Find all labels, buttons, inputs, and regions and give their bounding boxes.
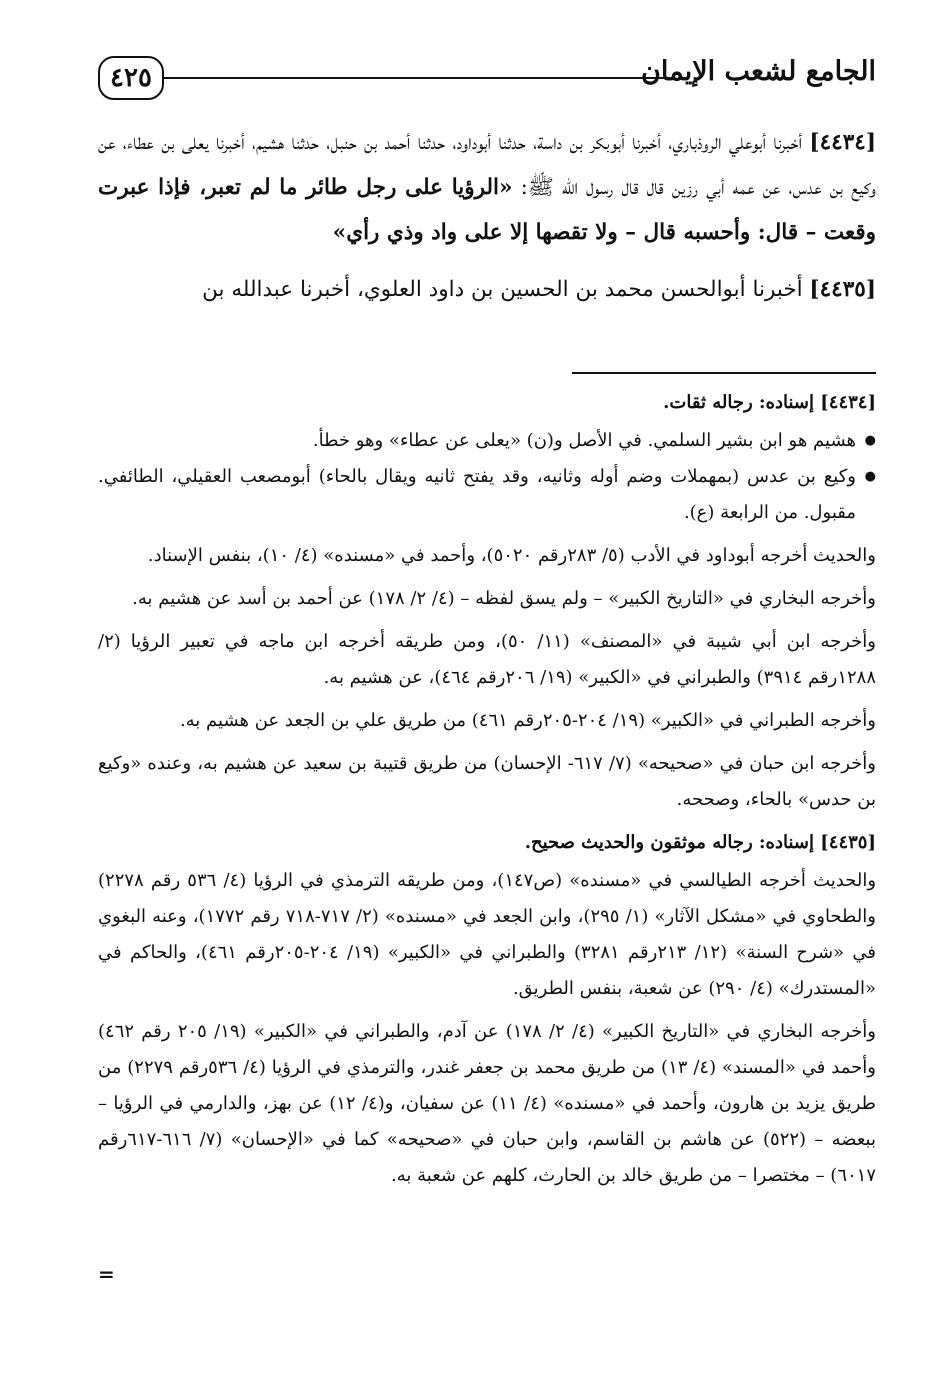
main-text [98, 120, 876, 324]
footnote-bullet: ● هشيم هو ابن بشير السلمي. في الأصل و(ن) «يعلى عن عطاء» وهو خطأ. [98, 423, 856, 459]
footnote-bullets [98, 423, 876, 531]
continuation-mark: = [98, 1262, 115, 1286]
footnote-heading: [٤٤٣٥] إسناده: رجاله موثقون والحديث صحيح. [524, 832, 876, 853]
hadith-number: [٤٤٣٥] [809, 277, 876, 302]
header-rule [164, 77, 666, 79]
page-number: ٤٢٥ [98, 56, 164, 100]
footnote-paragraph: وأخرجه الطبراني في «الكبير» (١٩/ ٢٠٤-٢٠٥رقم ٤٦١) من طريق علي بن الجعد عن هشيم به. [179, 710, 876, 731]
footnote-heading: [٤٤٣٤] إسناده: رجاله ثقات. [663, 392, 876, 413]
hadith-number: [٤٤٣٤] [809, 130, 876, 155]
footnote-separator [572, 372, 876, 374]
footnote-paragraph: وأخرجه البخاري في «التاريخ الكبير» (٤/ ٢/ ١٧٨) عن آدم، والطبراني في «الكبير» (١٩/ ٢٠٥ رقم ٤٦٢) وأحمد في «المسند» (٤/ ١٣) من طريق محمد بن جعفر غندر، والترمذي في الرؤيا (٤/ ٥٣٦رقم ٢٢٧٩) من طريق يزيد بن هارون، وأحمد في «مسنده» (٤/ ١١) عن سفيان، و(٤/ ١٢) عن بهز، والدارمي في الرؤيا – ببعضه – (٥٢٢) عن هاشم بن القاسم، وابن حبان في «صحيحه» كما في «الإحسان» (٧/ ٦١٦-٦١٧رقم ٦٠١٧) – مختصرا – من طريق خالد بن الحارث، كلهم عن شعبة به. [98, 1021, 876, 1186]
page-header [98, 56, 876, 102]
hadith-4435 [98, 267, 876, 312]
footnote-paragraph: وأخرجه البخاري في «التاريخ الكبير» – ولم يسق لفظه – (٤/ ٢/ ١٧٨) عن أحمد بن أسد عن هشيم به. [132, 588, 876, 609]
footnote-paragraph: وأخرجه ابن حبان في «صحيحه» (٧/ ٦١٧- الإحسان) من طريق قتيبة بن سعيد عن هشيم به، وعنده «وكيع بن حدس» بالحاء، وصححه. [98, 753, 876, 810]
footnote-bullet: ● وكيع بن عدس (بمهملات وضم أوله وثانيه، وقد يفتح ثانيه ويقال بالحاء) أبومصعب العقيلي، الطائفي. مقبول. من الرابعة (ع). [98, 459, 856, 531]
book-title: الجامع لشعب الإيمان [641, 56, 876, 87]
footnote-paragraph: وأخرجه ابن أبي شيبة في «المصنف» (١١/ ٥٠)، ومن طريقه أخرجه ابن ماجه في تعبير الرؤيا (٢/ ١٢٨٨رقم ٣٩١٤) والطبراني في «الكبير» (١٩/ ٢٠٦رقم ٤٦٤)، عن هشيم به. [98, 631, 876, 688]
hadith-text: «الرؤيا على رجل طائر ما لم تعبر، فإذا عبرت وقعت – قال: وأحسبه قال – ولا تقصها إلا على واد وذي رأي» [98, 175, 876, 245]
footnotes [98, 385, 876, 1201]
footnote-paragraph: والحديث أخرجه الطيالسي في «مسنده» (ص١٤٧)، ومن طريقه الترمذي في الرؤيا (٤/ ٥٣٦ رقم ٢٢٧٨) والطحاوي في «مشكل الآثار» (١/ ٢٩٥)، وابن الجعد في «مسنده» (٢/ ٧١٧-٧١٨ رقم ١٧٧٢)، وعنه البغوي في «شرح السنة» (١٢/ ٢١٣رقم ٣٢٨١) والطبراني في «الكبير» (١٩/ ٢٠٤-٢٠٥رقم ٤٦١)، والحاكم في «المستدرك» (٤/ ٢٩٠) عن شعبة، بنفس الطريق. [98, 870, 877, 999]
hadith-chain: أخبرنا أبوالحسن محمد بن الحسين بن داود العلوي، أخبرنا عبدالله بن [202, 277, 810, 302]
hadith-chain: أخبرنا أبوعلي الروذباري، أخبرنا أبوبكر بن داسة، حدثنا أبوداود، حدثنا أحمد بن حنبل، حدثنا هشيم، أخبرنا يعلى بن عطاء، عن وكيع بن عدس، عن عمه أبي رزين قال قال رسول الله ﷺ: [98, 130, 877, 200]
footnote-paragraph: والحديث أخرجه أبوداود في الأدب (٥/ ٢٨٣رقم ٥٠٢٠)، وأحمد في «مسنده» (٤/ ١٠)، بنفس الإسناد. [147, 545, 876, 566]
hadith-4434 [98, 120, 876, 255]
